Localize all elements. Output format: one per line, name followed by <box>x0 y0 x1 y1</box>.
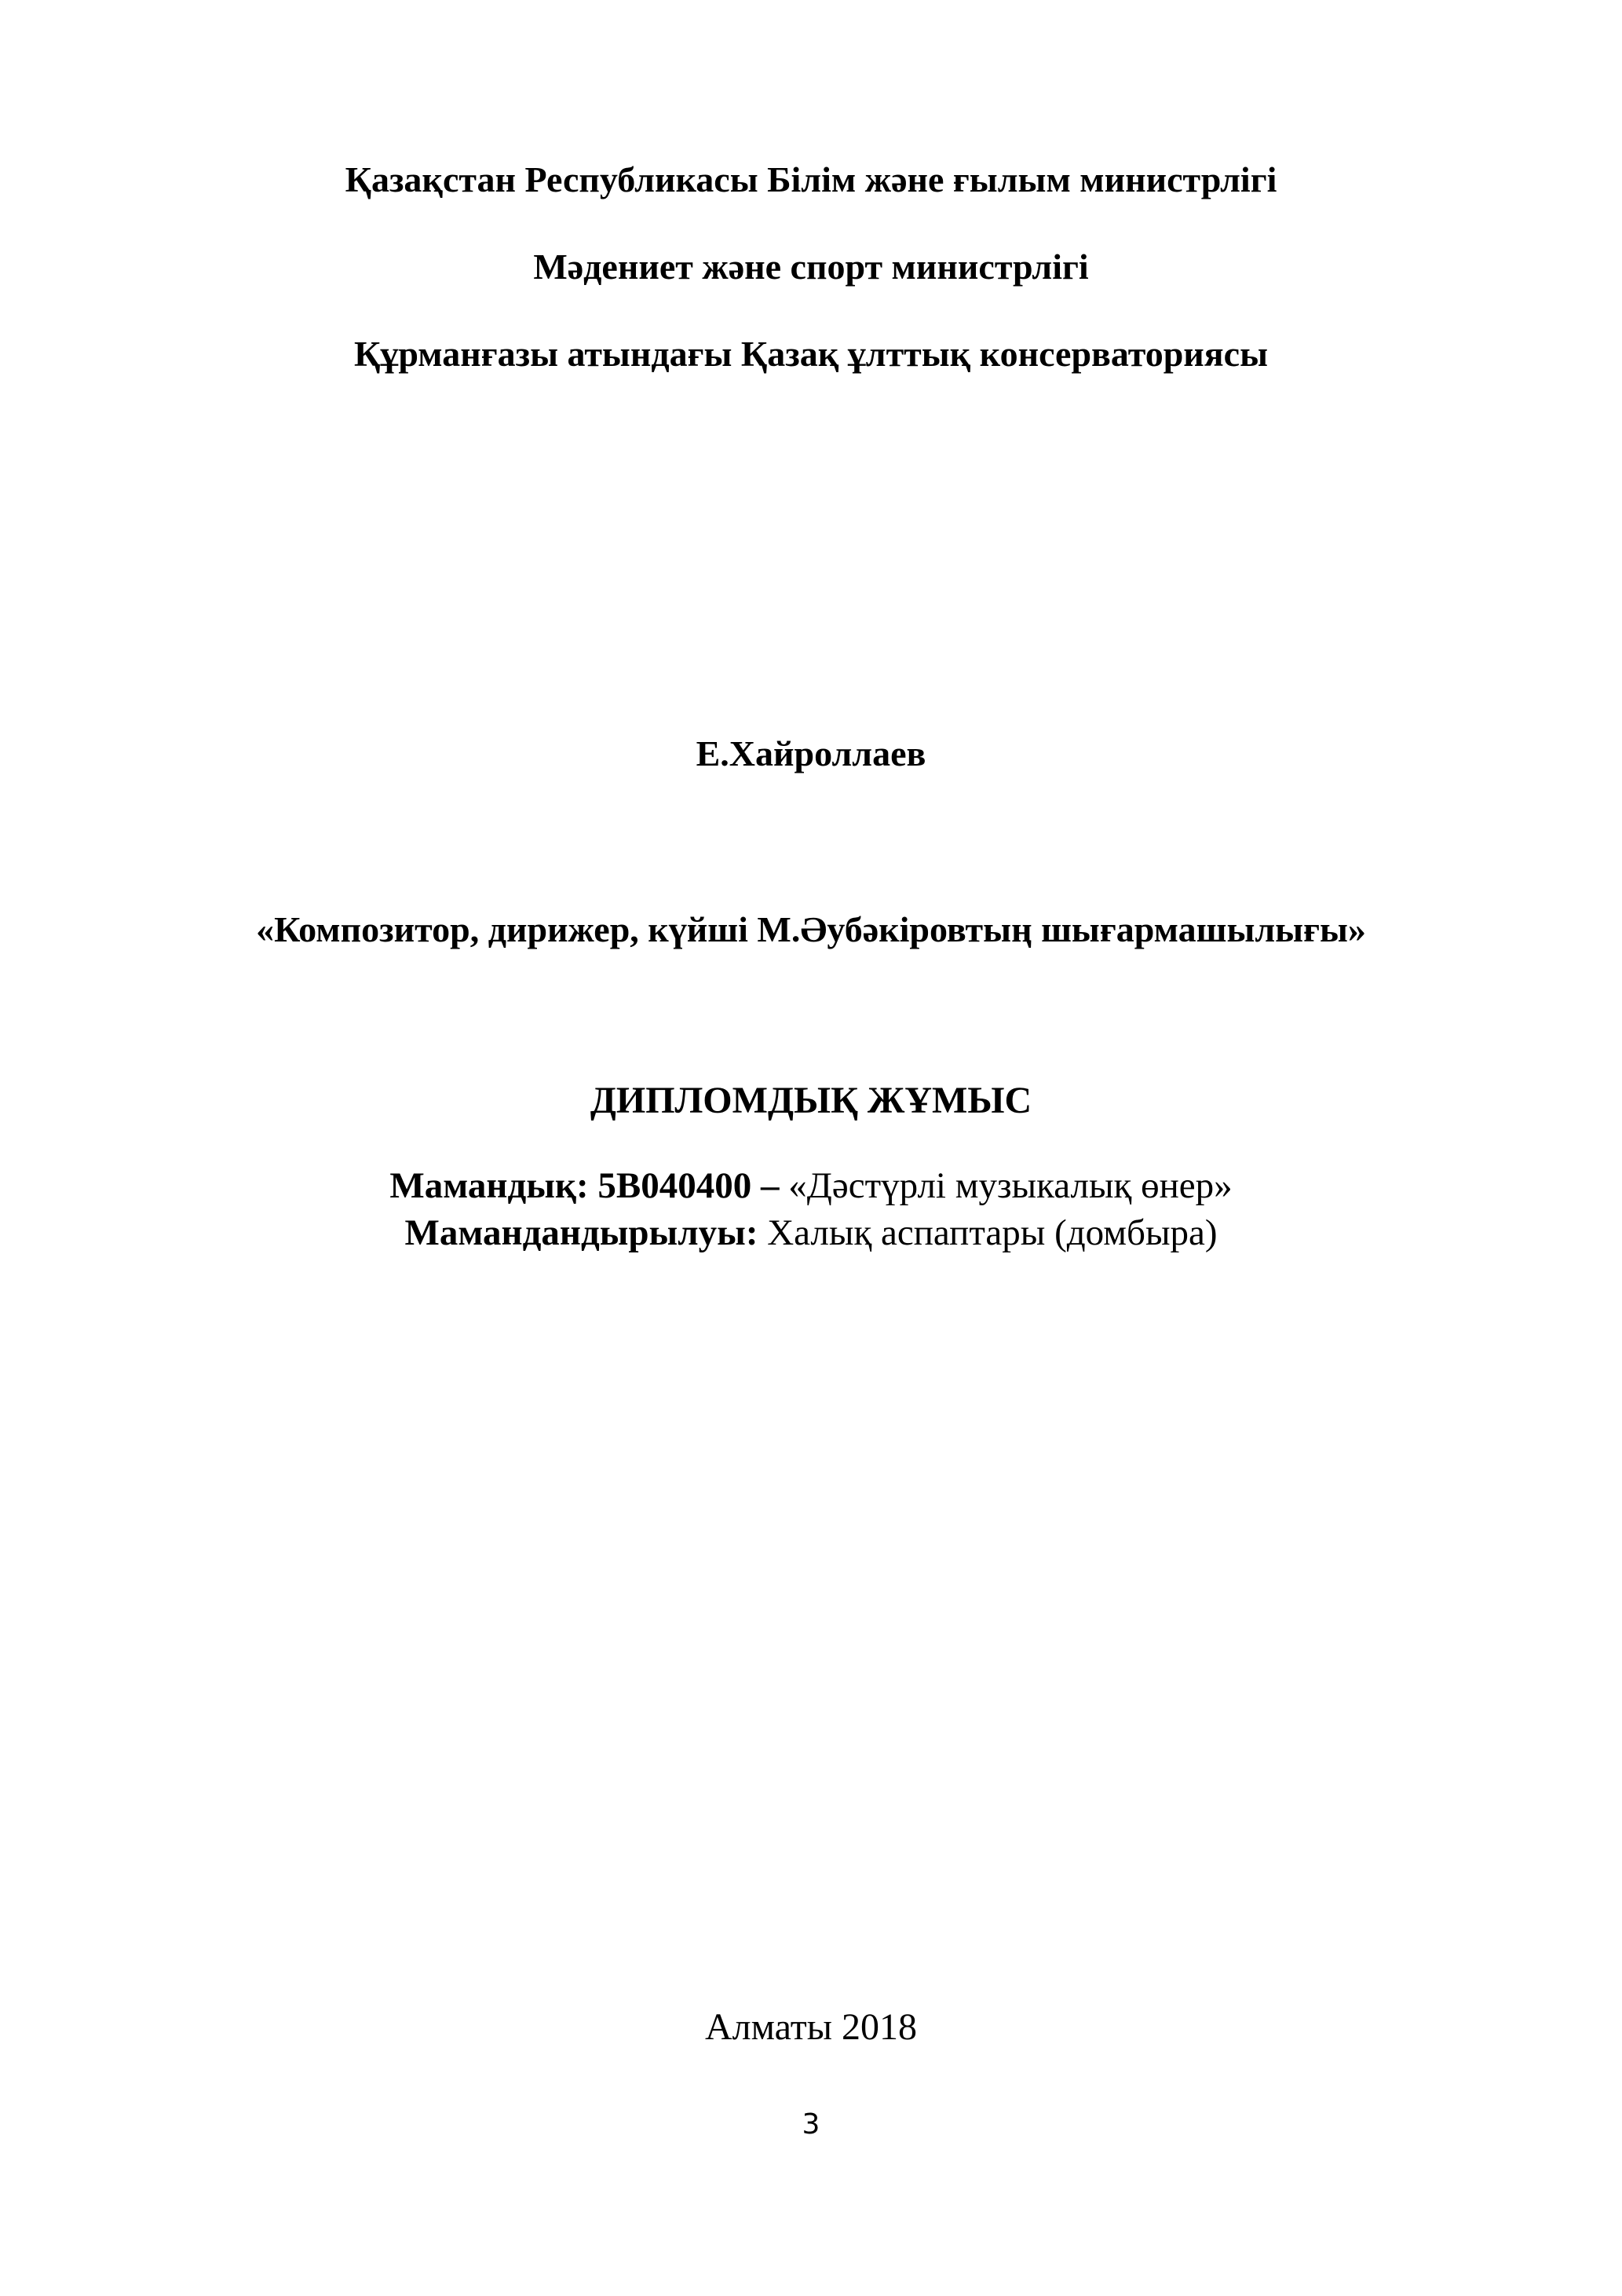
specialty-label: Мамандық: <box>389 1165 589 1206</box>
specialization-label: Мамандандырылуы: <box>404 1212 758 1253</box>
city-year: Алматы 2018 <box>705 2006 917 2048</box>
thesis-title: «Композитор, дирижер, күйші М.Әубәкіровтың шығармашылығы» <box>256 909 1366 949</box>
author-name: Е.Хайроллаев <box>696 733 926 773</box>
document-type: ДИПЛОМДЫҚ ЖҰМЫС <box>590 1080 1032 1121</box>
ministry-education: Қазақстан Республикасы Білім және ғылым министрлігі <box>345 159 1277 199</box>
specialization-value: Халық аспаптары (домбыра) <box>767 1212 1218 1253</box>
specialty-line <box>0 1165 1622 1206</box>
conservatory-name: Құрманғазы атындағы Қазақ ұлттық консерваториясы <box>353 334 1269 374</box>
specialty-value: «Дәстүрлі музыкалық өнер» <box>788 1165 1233 1206</box>
specialization-line <box>0 1212 1622 1253</box>
ministry-culture: Мәдениет және спорт министрлігі <box>533 247 1089 287</box>
page-number: 3 <box>802 2108 820 2141</box>
specialty-code: 5В040400 – <box>597 1165 780 1206</box>
